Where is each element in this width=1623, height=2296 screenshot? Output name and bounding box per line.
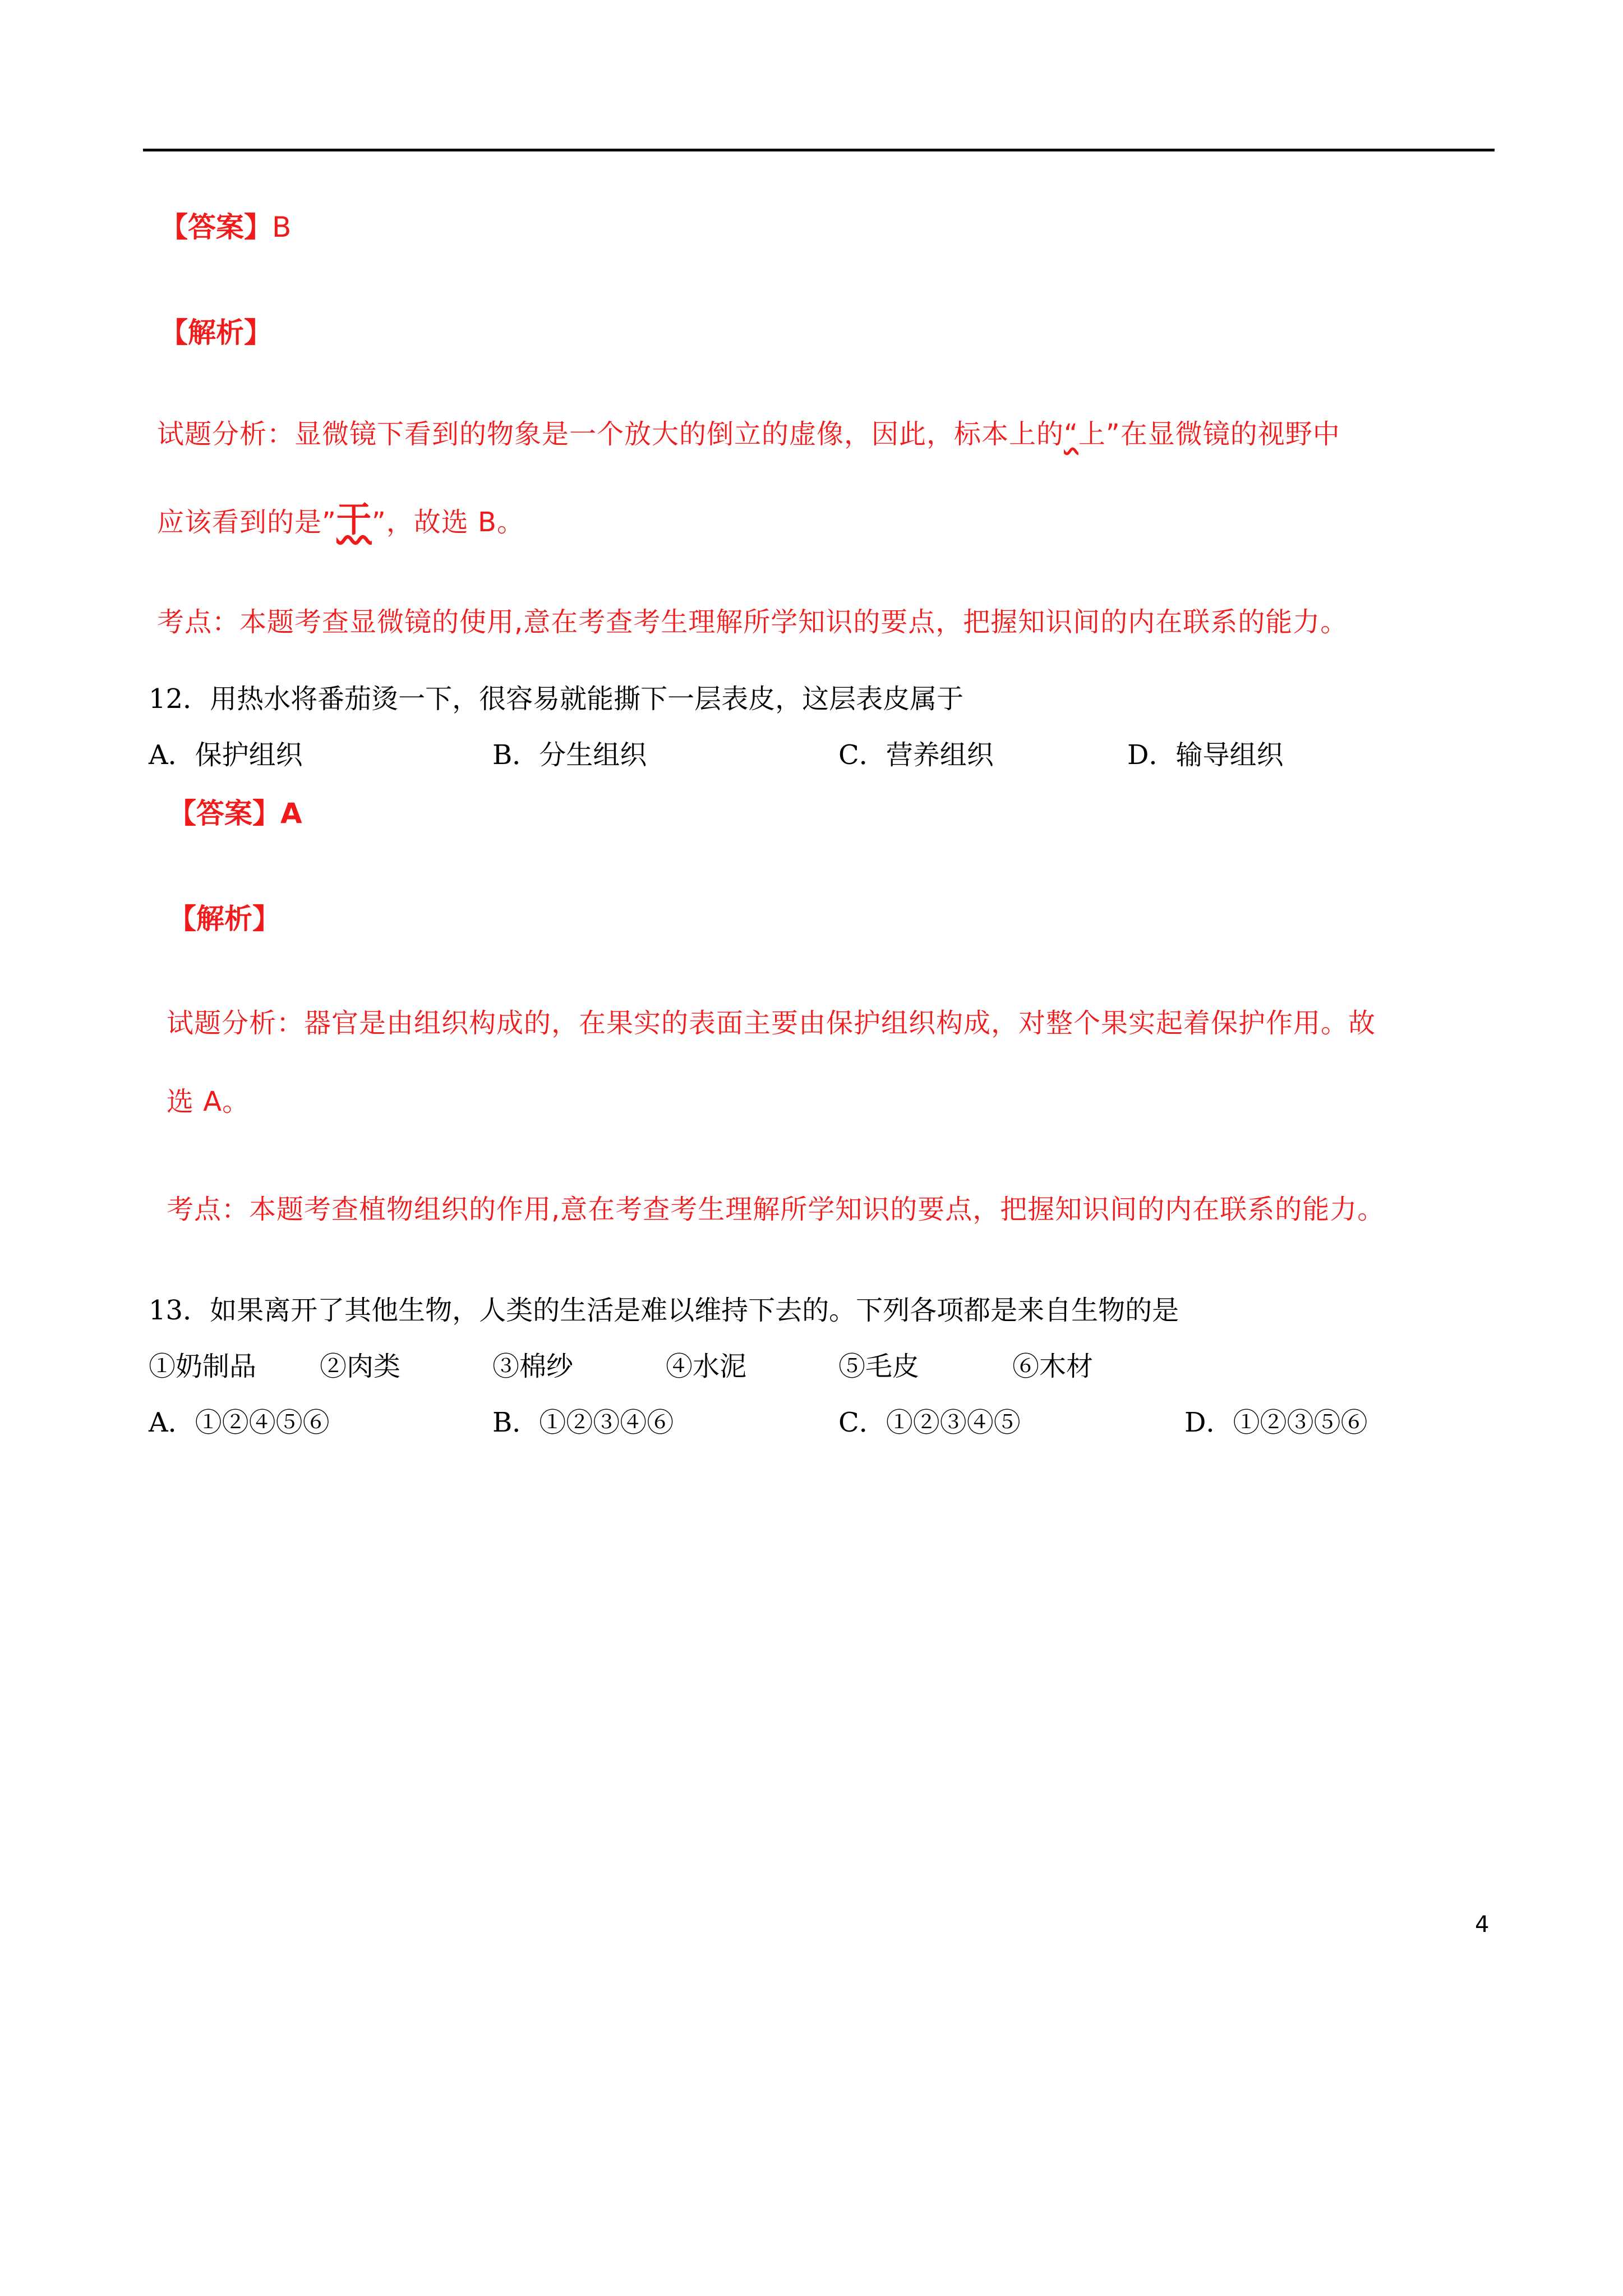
answer-label: 【答案】 — [160, 211, 272, 243]
header-rule — [143, 149, 1495, 151]
answer-value: B — [272, 211, 292, 243]
q13-option-d: D．①②③⑤⑥ — [1184, 1407, 1368, 1438]
page-number: 4 — [1475, 1912, 1490, 1938]
q13-item-5: ⑤毛皮 — [838, 1351, 920, 1382]
q13-item-6: ⑥木材 — [1012, 1351, 1094, 1382]
inverted-letter: 干 — [336, 499, 372, 540]
analysis-text-end: ”，故选 B。 — [371, 507, 524, 538]
q11-analysis-label: 【解析】 — [160, 316, 272, 349]
q12-analysis-line1: 试题分析：器官是由组织构成的，在果实的表面主要由保护组织构成，对整个果实起着保护作用。故 — [167, 1007, 1376, 1039]
quote-word: 上 — [1078, 418, 1106, 450]
q12-answer — [168, 797, 302, 830]
q12-analysis-line2: 选 A。 — [167, 1086, 250, 1117]
q12-analysis-label: 【解析】 — [168, 903, 280, 935]
q13-option-c: C．①②③④⑤ — [838, 1407, 1021, 1438]
q13-item-2: ②肉类 — [320, 1351, 401, 1382]
q12-option-b: B．分生组织 — [492, 739, 647, 771]
q13-option-b: B．①②③④⑥ — [492, 1407, 674, 1438]
answer-value: A — [280, 797, 302, 830]
q12-option-a: A．保护组织 — [149, 739, 303, 771]
q13-item-1: ①奶制品 — [149, 1351, 257, 1382]
answer-label: 【答案】 — [168, 797, 280, 830]
q13-item-4: ④水泥 — [666, 1351, 747, 1382]
analysis-text: 应该看到的是” — [157, 507, 336, 538]
q13-item-3: ③棉纱 — [492, 1351, 574, 1382]
q11-answer — [160, 213, 291, 241]
q12-option-c: C．营养组织 — [838, 739, 994, 771]
q12-kaodian: 考点：本题考查植物组织的作用,意在考查考生理解所学知识的要点，把握知识间的内在联系的能力。 — [167, 1194, 1385, 1225]
quote-open: “ — [1064, 418, 1078, 450]
analysis-text-end: ”在显微镜的视野中 — [1105, 418, 1340, 450]
q13-option-a: A．①②④⑤⑥ — [149, 1407, 330, 1438]
q11-analysis-line2 — [157, 499, 524, 540]
q11-analysis-line1 — [157, 418, 1340, 450]
q12-stem: 12．用热水将番茄烫一下，很容易就能撕下一层表皮，这层表皮属于 — [149, 683, 964, 715]
analysis-text: 试题分析：显微镜下看到的物象是一个放大的倒立的虚像，因此，标本上的 — [157, 418, 1064, 450]
q11-kaodian: 考点：本题考查显微镜的使用,意在考查考生理解所学知识的要点，把握知识间的内在联系的能力。 — [157, 606, 1348, 638]
q13-stem: 13．如果离开了其他生物，人类的生活是难以维持下去的。下列各项都是来自生物的是 — [149, 1295, 1179, 1326]
q12-option-d: D．输导组织 — [1127, 739, 1284, 771]
